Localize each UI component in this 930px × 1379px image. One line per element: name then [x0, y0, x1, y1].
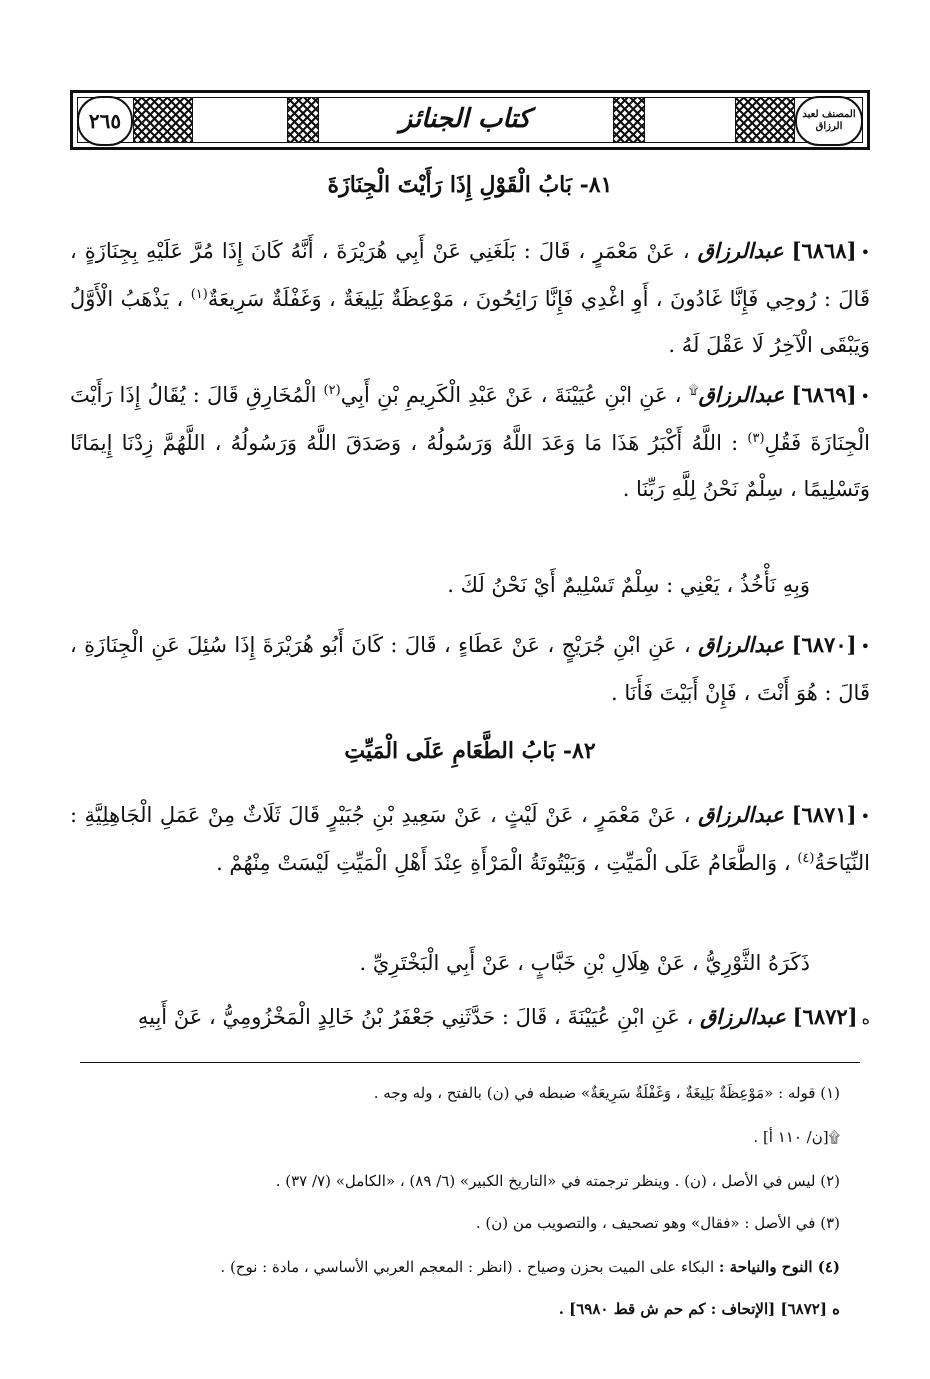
hadith-6869 — [70, 372, 870, 512]
bullet-filled-icon: • — [860, 807, 870, 826]
hadith-text: الْمُخَارِقِ قَالَ : يُقَالُ إِذَا رَأَيْتَ الْجِنَازَةَ فَقُلِ — [70, 383, 870, 455]
bullet-filled-icon: • — [860, 637, 870, 656]
page-number: ٢٦٥ — [77, 96, 133, 146]
hadith-text: ، وَالطَّعَامُ عَلَى الْمَيِّتِ ، وَبَيْتُوتَةُ الْمَرْأَةِ عِنْدَ أَهْلِ الْمَيِّتِ لَيْسَتْ مِنْهُمْ . — [216, 851, 791, 875]
hadith-text: ، عَنْ مَعْمَرٍ ، عَنْ لَيْثٍ ، عَنْ سَعِيدِ بْنِ جُبَيْرٍ قَالَ ثَلَاثٌ مِنْ عَمَلِ الْجَاهِلِيَّةِ : النِّيَاحَةُ — [70, 803, 870, 875]
hadith-number: [٦٨٦٨] — [791, 238, 857, 263]
ornament-icon — [613, 97, 645, 143]
footnote-5: ه [٦٨٧٢] [الإتحاف : كم حم ش قط ٦٩٨٠] . — [558, 1300, 840, 1318]
footnote-term: (٤) النوح والنياحة : — [718, 1258, 840, 1276]
hadith-6869-note: وَبِهِ نَأْخُذُ ، يَعْنِي : سِلْمٌ تَسْلِيمٌ أَيْ نَحْنُ لَكَ . — [447, 573, 810, 597]
footnote-ref[interactable]: (١) — [190, 287, 208, 302]
publisher-logo: المصنف لعبد الرزاق — [795, 96, 863, 146]
ornament-icon — [287, 97, 319, 143]
hadith-number: [٦٨٧٢] — [792, 1004, 858, 1029]
book-title: كتاب الجنائز — [399, 104, 531, 134]
narrator-name: عبدالرزاق — [698, 802, 785, 827]
footnote-4 — [70, 1256, 840, 1278]
page-header — [70, 90, 870, 150]
hadith-6871 — [70, 792, 870, 886]
footnote-2: (٢) ليس في الأصل ، (ن) . وينظر ترجمته في «التاريخ الكبير» (٦/ ٨٩) ، «الكامل» (٧/ ٣٧) . — [275, 1172, 840, 1190]
manuscript-mark-icon: ۩ — [688, 383, 699, 398]
hadith-number: [٦٨٧٠] — [791, 632, 857, 657]
hadith-number: [٦٨٦٩] — [791, 382, 857, 407]
footnote-1: (١) قوله : «مَوْعِظَةٌ بَلِيغَةٌ ، وَغَفْلَةٌ سَرِيعَةٌ» ضبطه في (ن) بالفتح ، وله وجه . — [373, 1084, 840, 1102]
narrator-name: عبدالرزاق — [698, 382, 785, 407]
hadith-number: [٦٨٧١] — [791, 802, 857, 827]
hadith-text: ، عَنِ ابْنِ عُيَيْنَةَ ، قَالَ : حَدَّثَنِي جَعْفَرُ بْنُ خَالِدٍ الْمَخْزُومِيُّ ، عَنْ أَبِيهِ — [137, 1005, 694, 1029]
hadith-text: : اللَّهُ أَكْبَرُ هَذَا مَا وَعَدَ اللَّهُ وَرَسُولُهُ ، وَصَدَقَ اللَّهُ وَرَسُولُهُ ، اللَّهُمَّ زِدْنَا إِيمَانًا وَتَسْلِيمًا ، سِلْمٌ نَحْنُ لِلَّهِ رَبِّنَا . — [70, 431, 870, 501]
narrator-name: عبدالرزاق — [699, 1004, 786, 1029]
bullet-filled-icon: • — [860, 387, 870, 406]
footnote-3: (٣) في الأصل : «فقال» وهو تصحيف ، والتصويب من (ن) . — [475, 1214, 840, 1232]
hadith-text: ، عَنْ مَعْمَرٍ ، قَالَ : بَلَغَنِي عَنْ أَبِي هُرَيْرَةَ ، أَنَّهُ كَانَ إِذَا مُرَّ عَلَيْهِ بِجِنَازَةٍ ، قَالَ : رُوحِي فَإِنَّا غَادُونَ ، أَوِ اغْدِي فَإِنَّا رَائِحُونَ ، مَوْعِظَةٌ بَلِيغَةٌ ، وَغَفْلَةٌ سَرِيعَةٌ — [70, 239, 870, 311]
hadith-text: ، عَنِ ابْنِ عُيَيْنَةَ ، عَنْ عَبْدِ الْكَرِيمِ بْنِ أَبِي — [340, 383, 682, 407]
hadith-6871-note: ذَكَرَهُ الثَّوْرِيُّ ، عَنْ هِلَالِ بْنِ خَبَّابٍ ، عَنْ أَبِي الْبَخْتَرِيِّ . — [359, 951, 810, 975]
ornament-icon — [133, 97, 193, 143]
footnote-ref[interactable]: (٣) — [747, 431, 765, 446]
hadith-6870 — [70, 622, 870, 716]
bullet-hollow-icon: ه — [861, 1009, 870, 1028]
bullet-filled-icon: • — [860, 243, 870, 262]
narrator-name: عبدالرزاق — [698, 632, 785, 657]
hadith-text: ، يَذْهَبُ الْأَوَّلُ وَيَبْقَى الْآخِرُ لَا عَقْلَ لَهُ . — [70, 287, 870, 357]
narrator-name: عبدالرزاق — [697, 238, 784, 263]
section-heading-82: ٨٢- بَابُ الطَّعَامِ عَلَى الْمَيِّتِ — [344, 738, 596, 764]
footnote-text: البكاء على الميت بحزن وصياح . (انظر : المعجم العربي الأساسي ، مادة : نوح) . — [220, 1258, 715, 1276]
footnote-1-folio: ۩[ن/ ١١٠ أ] . — [753, 1128, 840, 1146]
footnote-ref[interactable]: (٢) — [323, 383, 341, 398]
ornament-icon — [735, 97, 795, 143]
hadith-6872 — [70, 994, 870, 1042]
footnote-ref[interactable]: (٤) — [797, 851, 815, 866]
footnote-divider — [80, 1062, 860, 1063]
hadith-6868 — [70, 228, 870, 368]
section-heading-81: ٨١- بَابُ الْقَوْلِ إِذَا رَأَيْتَ الْجِنَازَةَ — [327, 172, 613, 198]
hadith-text: ، عَنِ ابْنِ جُرَيْجٍ ، عَنْ عَطَاءٍ ، قَالَ : كَانَ أَبُو هُرَيْرَةَ إِذَا سُئِلَ عَنِ الْجِنَازَةِ ، قَالَ : هُوَ أَنْتَ ، فَإِنْ أَبَيْتَ فَأَنَا . — [70, 633, 870, 705]
